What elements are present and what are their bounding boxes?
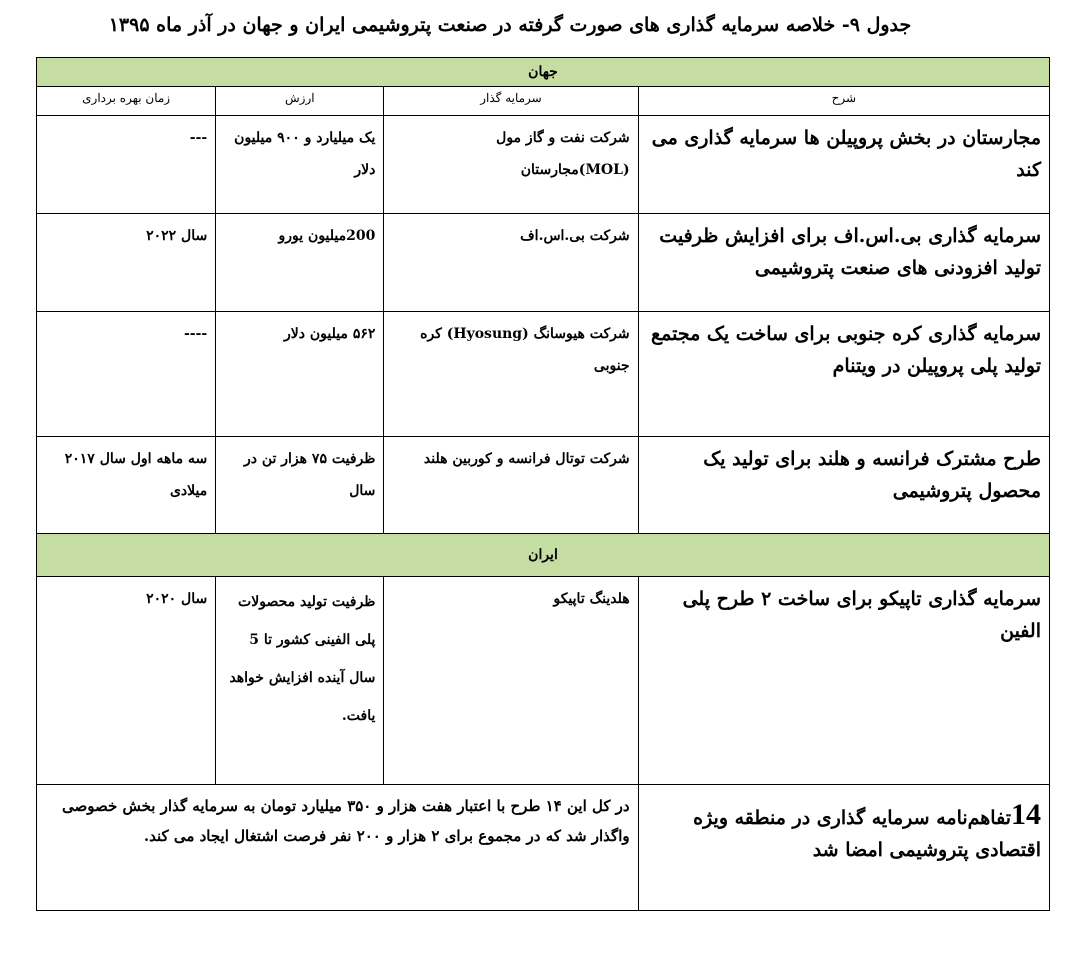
cell-value: یک میلیارد و ۹۰۰ میلیون دلار — [216, 116, 384, 214]
header-description: شرح — [638, 87, 1049, 116]
header-investor: سرمایه گذار — [384, 87, 638, 116]
cell-value: ظرفیت ۷۵ هزار تن در سال — [216, 437, 384, 534]
cell-value: 200میلیون یورو — [216, 214, 384, 312]
table-row — [37, 116, 1050, 214]
header-value: ارزش — [216, 87, 384, 116]
footer-number: 14 — [1011, 798, 1041, 831]
investment-table — [36, 57, 1050, 911]
cell-time: --- — [37, 116, 216, 214]
footer-text: در کل این ۱۴ طرح با اعتبار هفت هزار و ۳۵۰ میلیارد تومان به سرمایه گذار بخش خصوصی واگذار شد که در مجموع برای ۲ هزار و ۲۰۰ نفر فرصت اشتغال ایجاد می کند. — [37, 785, 639, 911]
cell-investor: هلدینگ تاپیکو — [384, 577, 638, 785]
cell-description: سرمایه گذاری کره جنوبی برای ساخت یک مجتمع تولید پلی پروپیلن در ویتنام — [638, 312, 1049, 437]
header-operation-time: زمان بهره برداری — [37, 87, 216, 116]
cell-value: ظرفیت تولید محصولات پلی الفینی کشور تا 5 سال آینده افزایش خواهد یافت. — [216, 577, 384, 785]
section-iran-header: ایران — [37, 534, 1050, 577]
table-row — [37, 312, 1050, 437]
column-headers — [37, 87, 1050, 116]
table-row — [37, 214, 1050, 312]
footer-title: تفاهم‌نامه سرمایه گذاری در منطقه ویژه اقتصادی پتروشیمی امضا شد — [693, 807, 1041, 861]
table-row — [37, 437, 1050, 534]
page-title: جدول ۹- خلاصه سرمایه گذاری های صورت گرفته در صنعت پتروشیمی ایران و جهان در آذر ماه ۱۳۹۵ — [108, 14, 912, 36]
cell-time: ---- — [37, 312, 216, 437]
cell-description: سرمایه گذاری بی.اس.اف برای افزایش ظرفیت تولید افزودنی های صنعت پتروشیمی — [638, 214, 1049, 312]
cell-time: سال ۲۰۲۲ — [37, 214, 216, 312]
cell-time: سال ۲۰۲۰ — [37, 577, 216, 785]
footer-row — [37, 785, 1050, 911]
cell-description: مجارستان در بخش پروپیلن ها سرمایه گذاری می کند — [638, 116, 1049, 214]
cell-investor: شرکت هیوسانگ (Hyosung) کره جنوبی — [384, 312, 638, 437]
cell-description: طرح مشترک فرانسه و هلند برای تولید یک محصول پتروشیمی — [638, 437, 1049, 534]
section-world-header: جهان — [37, 58, 1050, 87]
table-row — [37, 577, 1050, 785]
cell-investor: شرکت نفت و گاز مول (MOL)مجارستان — [384, 116, 638, 214]
cell-time: سه ماهه اول سال ۲۰۱۷ میلادی — [37, 437, 216, 534]
cell-description: سرمایه گذاری تاپیکو برای ساخت ۲ طرح پلی الفین — [638, 577, 1049, 785]
footer-title-cell — [638, 785, 1049, 911]
cell-investor: شرکت بی.اس.اف — [384, 214, 638, 312]
cell-value: ۵۶۲ میلیون دلار — [216, 312, 384, 437]
cell-investor: شرکت توتال فرانسه و کوربین هلند — [384, 437, 638, 534]
